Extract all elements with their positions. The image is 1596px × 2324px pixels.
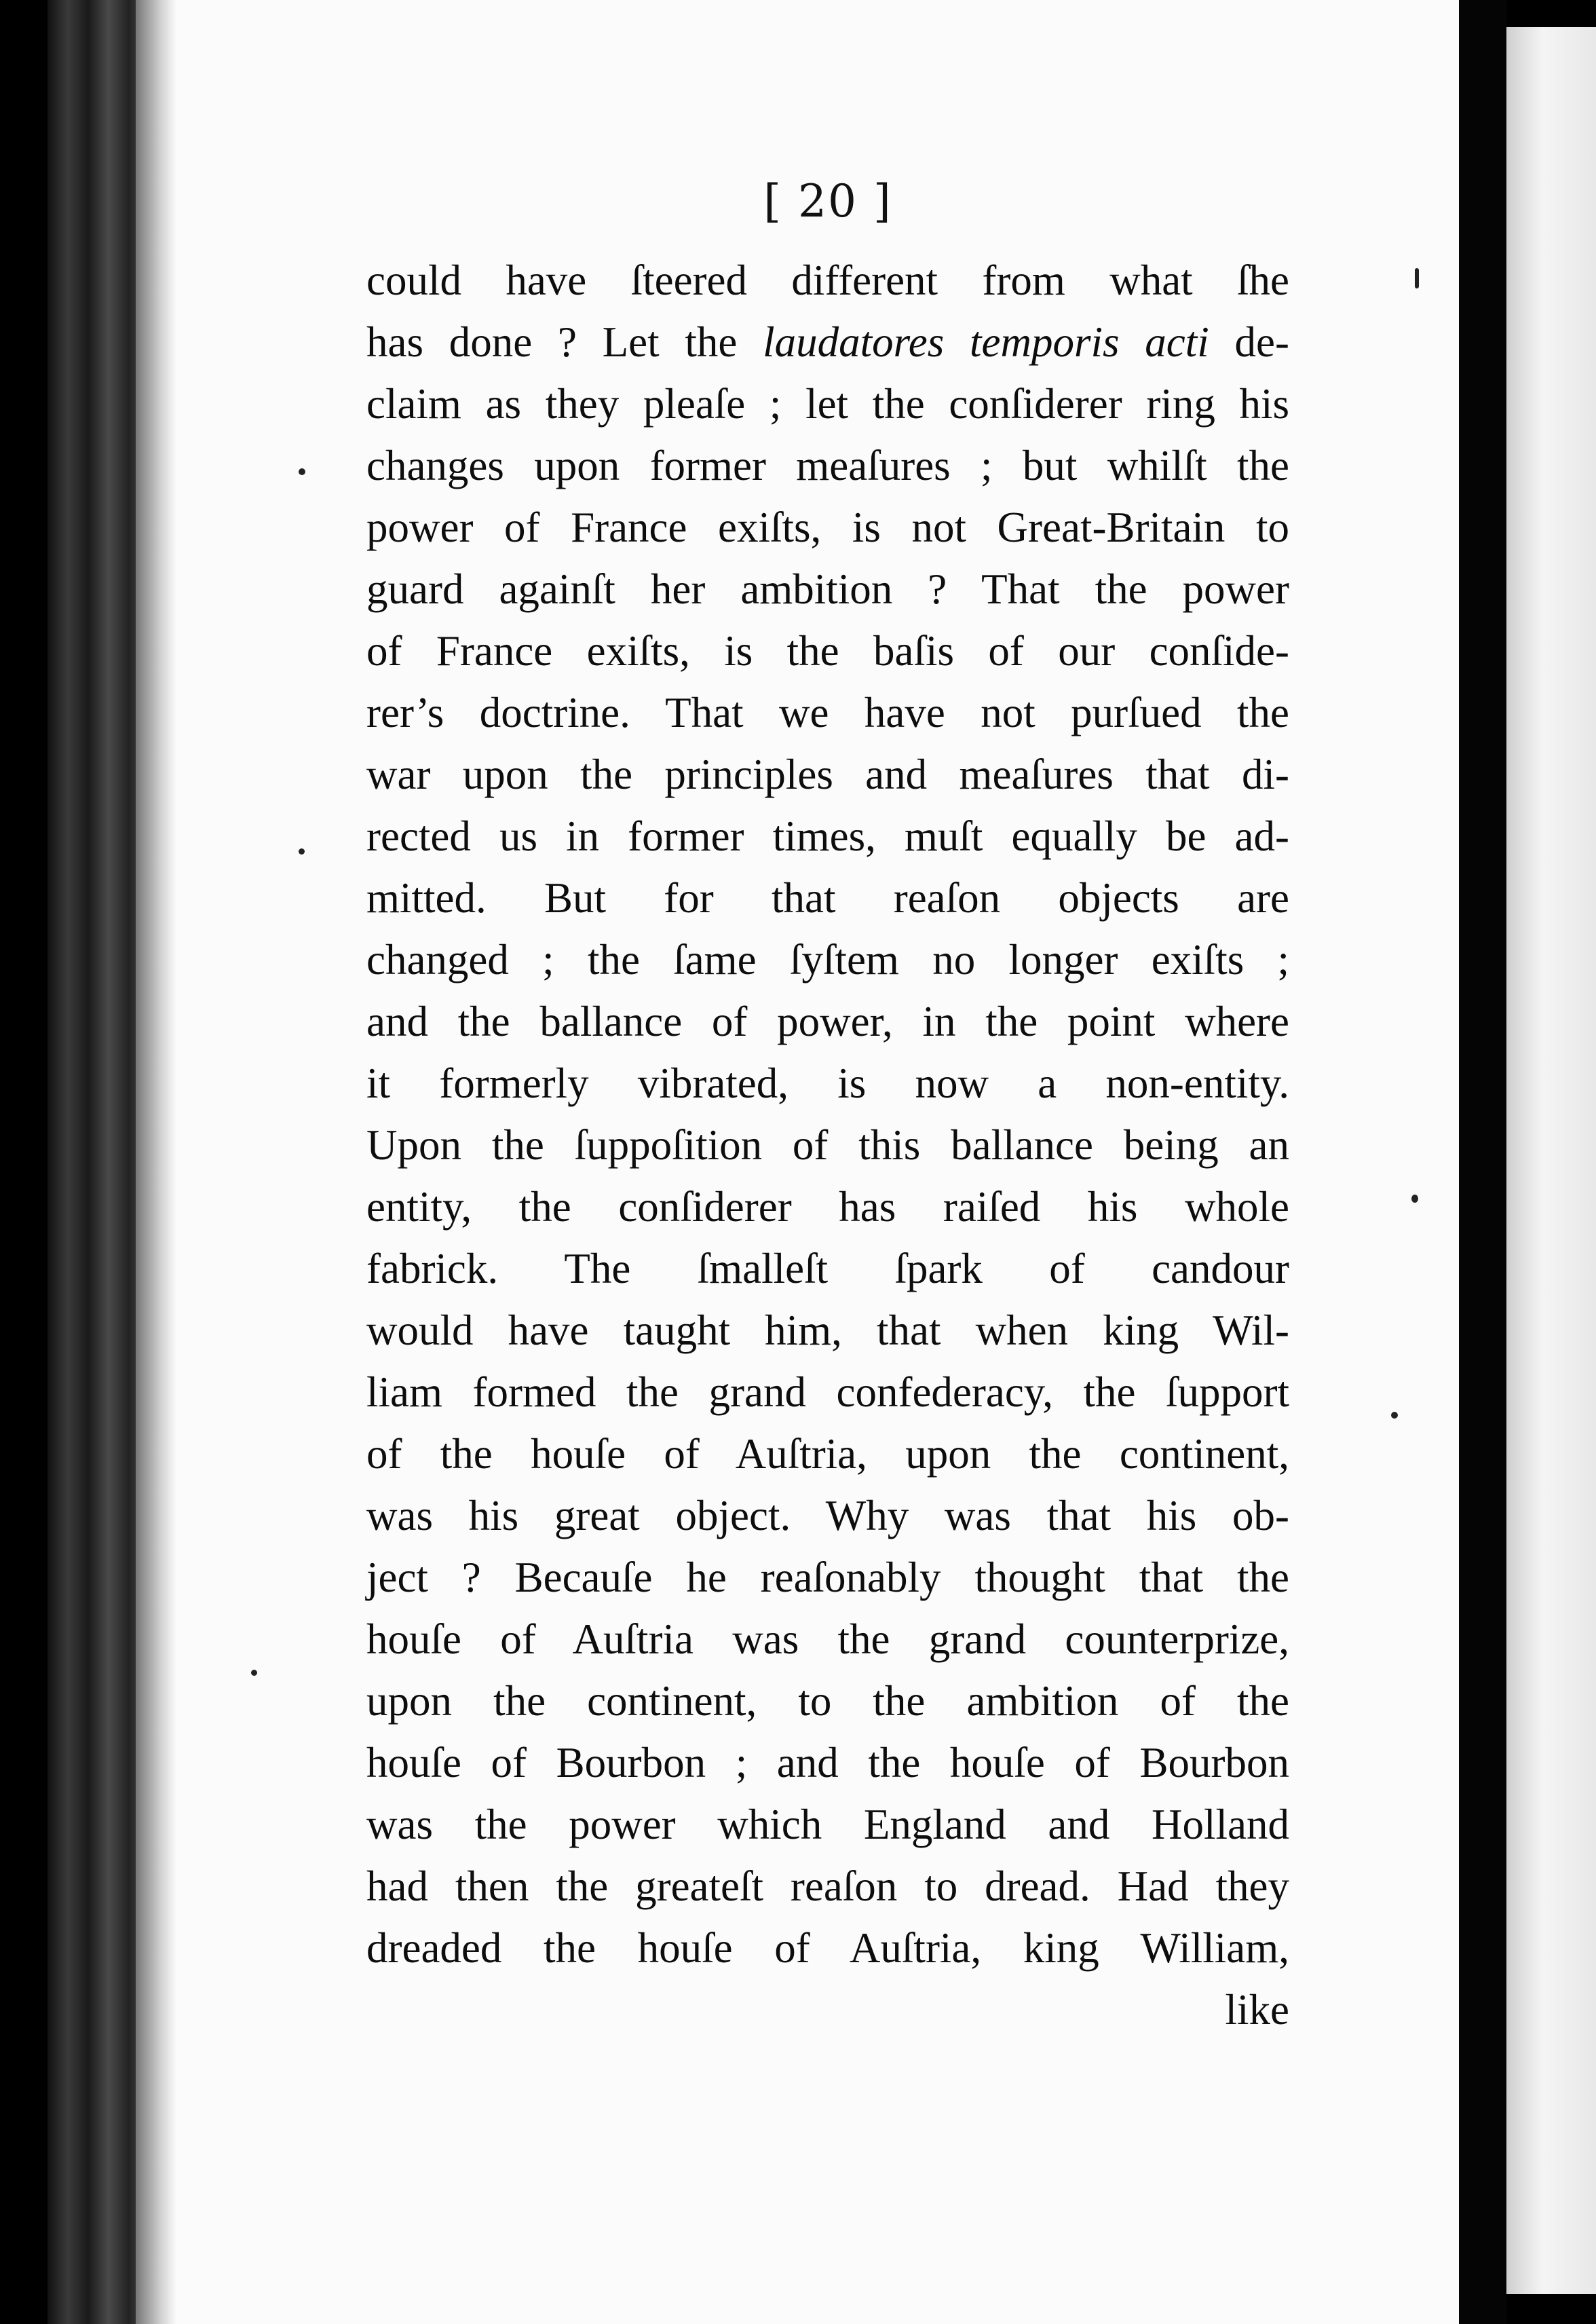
text-line: rer’s doctrine. That we have not purſued the: [366, 689, 1289, 736]
text-line: and the ballance of power, in the point where: [366, 998, 1289, 1045]
catchword: like: [1225, 1986, 1289, 2034]
text-line: fabrick. The ſmalleſt ſpark of candour: [366, 1245, 1289, 1292]
text-line: would have taught him, that when king Wil-: [366, 1307, 1289, 1354]
text-line: dreaded the houſe of Auſtria, king William,: [366, 1924, 1289, 1972]
text-line: of France exiſts, is the baſis of our conſide-: [366, 627, 1289, 675]
text-line: of the houſe of Auſtria, upon the continent,: [366, 1430, 1289, 1478]
next-page-edge: [1506, 27, 1596, 2294]
text-line: was the power which England and Holland: [366, 1801, 1289, 1848]
text-line: guard againſt her ambition ? That the power: [366, 565, 1289, 613]
text-line: had then the greateſt reaſon to dread. Had they: [366, 1862, 1289, 1910]
right-gutter: [1459, 0, 1506, 2324]
page-number: [ 20 ]: [763, 175, 892, 227]
text-line: entity, the conſiderer has raiſed his whole: [366, 1183, 1289, 1231]
text-line: has done ? Let the laudatores temporis acti de-: [366, 318, 1289, 366]
scan-speck: [251, 1670, 257, 1676]
scan-speck: [299, 848, 305, 855]
page-edge-shadow: [136, 0, 176, 2324]
scan-speck: [1391, 1412, 1398, 1419]
text-line: houſe of Bourbon ; and the houſe of Bourbon: [366, 1739, 1289, 1786]
text-line: was his great object. Why was that his ob-: [366, 1492, 1289, 1539]
text-line: houſe of Auſtria was the grand counterprize,: [366, 1615, 1289, 1663]
body-text: [366, 250, 1289, 2041]
text-line: war upon the principles and meaſures that di-: [366, 751, 1289, 798]
text-line: Upon the ſuppoſition of this ballance being an: [366, 1121, 1289, 1169]
text-line: ject ? Becauſe he reaſonably thought that the: [366, 1554, 1289, 1601]
text-line: rected us in former times, muſt equally be ad-: [366, 812, 1289, 860]
text-line: changed ; the ſame ſyſtem no longer exiſts ;: [366, 936, 1289, 983]
text-line: changes upon former meaſures ; but whilſt the: [366, 442, 1289, 489]
text-line: mitted. But for that reaſon objects are: [366, 874, 1289, 922]
scan-speck: [1415, 268, 1419, 288]
text-line: it formerly vibrated, is now a non-entity.: [366, 1060, 1289, 1107]
text-line: could have ſteered different from what ſhe: [366, 257, 1289, 304]
scan-speck: [1411, 1195, 1418, 1203]
italic-phrase: laudatores temporis acti: [763, 318, 1209, 366]
left-gutter: [48, 0, 149, 2324]
text-line: claim as they pleaſe ; let the conſiderer ring his: [366, 380, 1289, 428]
text-line: power of France exiſts, is not Great-Britain to: [366, 504, 1289, 551]
text-line: upon the continent, to the ambition of the: [366, 1677, 1289, 1725]
scan-speck: [299, 468, 305, 475]
text-line: liam formed the grand confederacy, the ſupport: [366, 1368, 1289, 1416]
